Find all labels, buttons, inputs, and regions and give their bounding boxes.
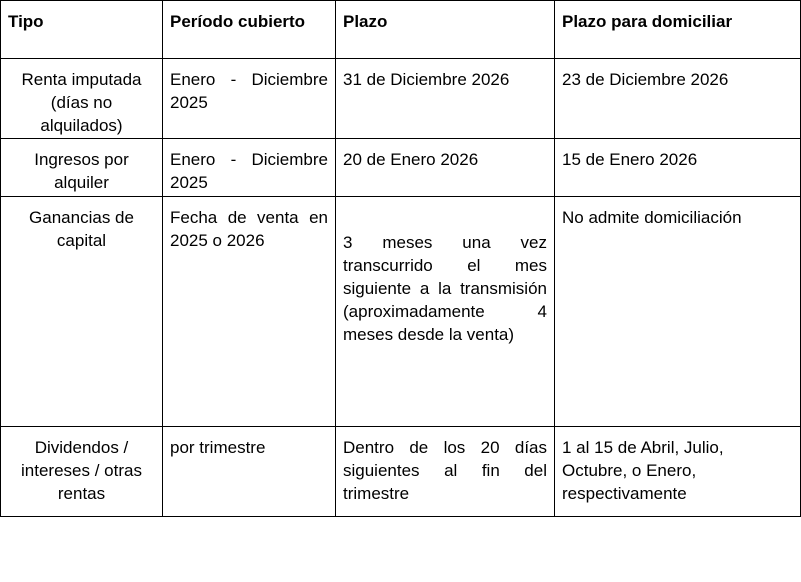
- cell-spacer: [343, 206, 547, 231]
- cell-periodo: Enero - Diciembre 2025: [163, 59, 336, 139]
- cell-plazo: [336, 197, 555, 427]
- cell-periodo: Enero - Diciembre 2025: [163, 139, 336, 197]
- cell-plazo: Dentro de los 20 días siguientes al fin del trimestre: [336, 427, 555, 517]
- header-tipo: Tipo: [1, 1, 163, 59]
- cell-periodo: Fecha de venta en 2025 o 2026: [163, 197, 336, 427]
- cell-plazo-text: 3 meses una vez transcurrido el mes siguiente a la transmisión (aproximadamente 4 meses desde la venta): [343, 233, 547, 344]
- cell-plazo: 31 de Diciembre 2026: [336, 59, 555, 139]
- cell-domiciliar: 1 al 15 de Abril, Julio, Octubre, o Enero, respectivamente: [555, 427, 801, 517]
- cell-periodo: por trimestre: [163, 427, 336, 517]
- table-row: [1, 197, 801, 427]
- header-periodo: Período cubierto: [163, 1, 336, 59]
- cell-domiciliar: 15 de Enero 2026: [555, 139, 801, 197]
- cell-tipo: Renta imputada (días no alquilados): [1, 59, 163, 139]
- table-row: [1, 139, 801, 197]
- cell-plazo: 20 de Enero 2026: [336, 139, 555, 197]
- cell-tipo: Ingresos por alquiler: [1, 139, 163, 197]
- cell-domiciliar: No admite domiciliación: [555, 197, 801, 427]
- header-domiciliar: Plazo para domiciliar: [555, 1, 801, 59]
- table-row: [1, 427, 801, 517]
- cell-tipo: Ganancias de capital: [1, 197, 163, 427]
- cell-domiciliar: 23 de Diciembre 2026: [555, 59, 801, 139]
- header-row: [1, 1, 801, 59]
- header-plazo: Plazo: [336, 1, 555, 59]
- table-row: [1, 59, 801, 139]
- cell-tipo: Dividendos / intereses / otras rentas: [1, 427, 163, 517]
